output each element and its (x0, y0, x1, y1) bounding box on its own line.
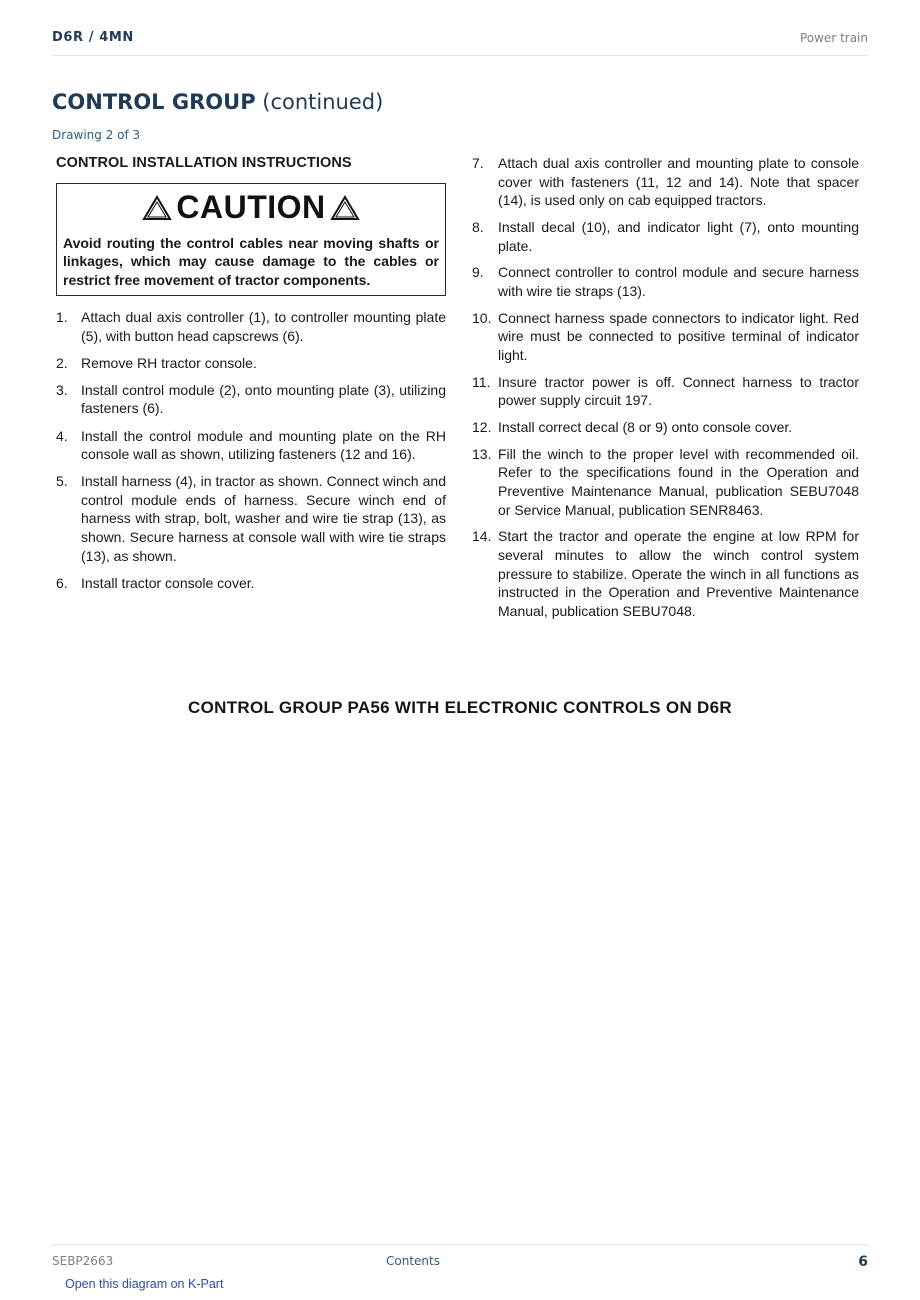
step-number: 12. (472, 419, 492, 436)
step-number: 14. (472, 528, 492, 545)
list-item (472, 445, 859, 519)
steps-list-left (56, 308, 446, 592)
step-text: Install the control module and mounting plate on the RH console wall as shown, utilizing fasteners (12 and 16). (81, 427, 446, 463)
title-main: CONTROL GROUP (52, 90, 256, 114)
step-text: Remove RH tractor console. (81, 354, 257, 371)
step-text: Install tractor console cover. (81, 574, 255, 591)
step-number: 7. (472, 155, 484, 171)
caution-word: CAUTION (176, 189, 326, 226)
warning-triangle-icon (142, 195, 172, 221)
step-text: Start the tractor and operate the engine at low RPM for several minutes to allow the winch control system pressure to stabilize. Operate the winch in all functions as instructed in the Operation and Preventive Maintenance Manual, publication SEBU7048. (498, 528, 859, 619)
step-text: Attach dual axis controller (1), to controller mounting plate (5), with button head capscrews (6). (81, 309, 446, 344)
model-label: D6R / 4MN (52, 30, 134, 45)
list-item (472, 218, 859, 255)
list-item (56, 472, 446, 565)
list-item (472, 309, 859, 365)
caution-box (56, 183, 446, 297)
list-item (56, 574, 446, 593)
list-item (472, 154, 859, 210)
list-item (472, 263, 859, 300)
list-item (56, 308, 446, 345)
step-text: Install control module (2), onto mounting plate (3), utilizing fasteners (6). (81, 381, 446, 417)
list-item (472, 418, 859, 437)
step-text: Connect harness spade connectors to indicator light. Red wire must be connected to positive terminal of indicator light. (498, 309, 859, 363)
right-column (472, 154, 859, 629)
step-number: 3. (56, 381, 68, 398)
drawing-subtitle: Drawing 2 of 3 (52, 128, 141, 142)
step-text: Install harness (4), in tractor as shown. Connect winch and control module ends of harness. Secure winch end of harness with strap, bolt, washer and wire tie strap (13), as shown. Secure harness at console wall with wire tie straps (13), as shown. (81, 473, 446, 564)
step-number: 4. (56, 427, 68, 444)
contents-link[interactable]: Contents (386, 1254, 440, 1268)
list-item (56, 354, 446, 373)
step-text: Insure tractor power is off. Connect harness to tractor power supply circuit 197. (498, 373, 859, 409)
instructions-heading: CONTROL INSTALLATION INSTRUCTIONS (56, 155, 352, 171)
page-header (52, 28, 868, 56)
step-number: 10. (472, 309, 492, 326)
step-number: 13. (472, 445, 492, 462)
open-diagram-link[interactable]: Open this diagram on K-Part (65, 1277, 224, 1291)
title-suffix: (continued) (262, 90, 384, 114)
left-column (56, 154, 446, 601)
list-item (472, 527, 859, 620)
step-text: Connect controller to control module and secure harness with wire tie straps (13). (498, 264, 859, 299)
page-number: 6 (858, 1254, 868, 1270)
step-number: 9. (472, 264, 484, 281)
step-text: Fill the winch to the proper level with recommended oil. Refer to the specifications found in the Operation and Preventive Maintenance Manual, publication SEBU7048 or Service Manual, publication SENR8463. (498, 445, 859, 518)
step-number: 11. (472, 373, 491, 390)
caution-text: Avoid routing the control cables near moving shafts or linkages, which may cause damage to the cables or restrict free movement of tractor components. (63, 234, 439, 288)
caution-banner (63, 188, 439, 228)
steps-list-right (472, 154, 859, 620)
publication-number: SEBP2663 (52, 1254, 114, 1268)
step-number: 5. (56, 473, 68, 490)
page-title (52, 90, 383, 114)
list-item (472, 373, 859, 410)
step-number: 2. (56, 354, 68, 371)
section-label: Power train (799, 31, 868, 45)
warning-triangle-icon (330, 195, 360, 221)
list-item (56, 427, 446, 464)
step-text: Install correct decal (8 or 9) onto console cover. (498, 419, 793, 436)
section-heading: CONTROL GROUP PA56 WITH ELECTRONIC CONTROLS ON D6R (188, 698, 732, 717)
page-footer (52, 1244, 868, 1274)
step-number: 8. (472, 218, 484, 235)
step-text: Install decal (10), and indicator light (7), onto mounting plate. (498, 218, 859, 254)
step-number: 1. (56, 309, 68, 326)
list-item (56, 381, 446, 418)
step-text: Attach dual axis controller and mounting plate to console cover with fasteners (11, 12 and 14). Note that spacer (14), is used only on cab equipped tractors. (498, 155, 859, 209)
step-number: 6. (56, 574, 68, 591)
